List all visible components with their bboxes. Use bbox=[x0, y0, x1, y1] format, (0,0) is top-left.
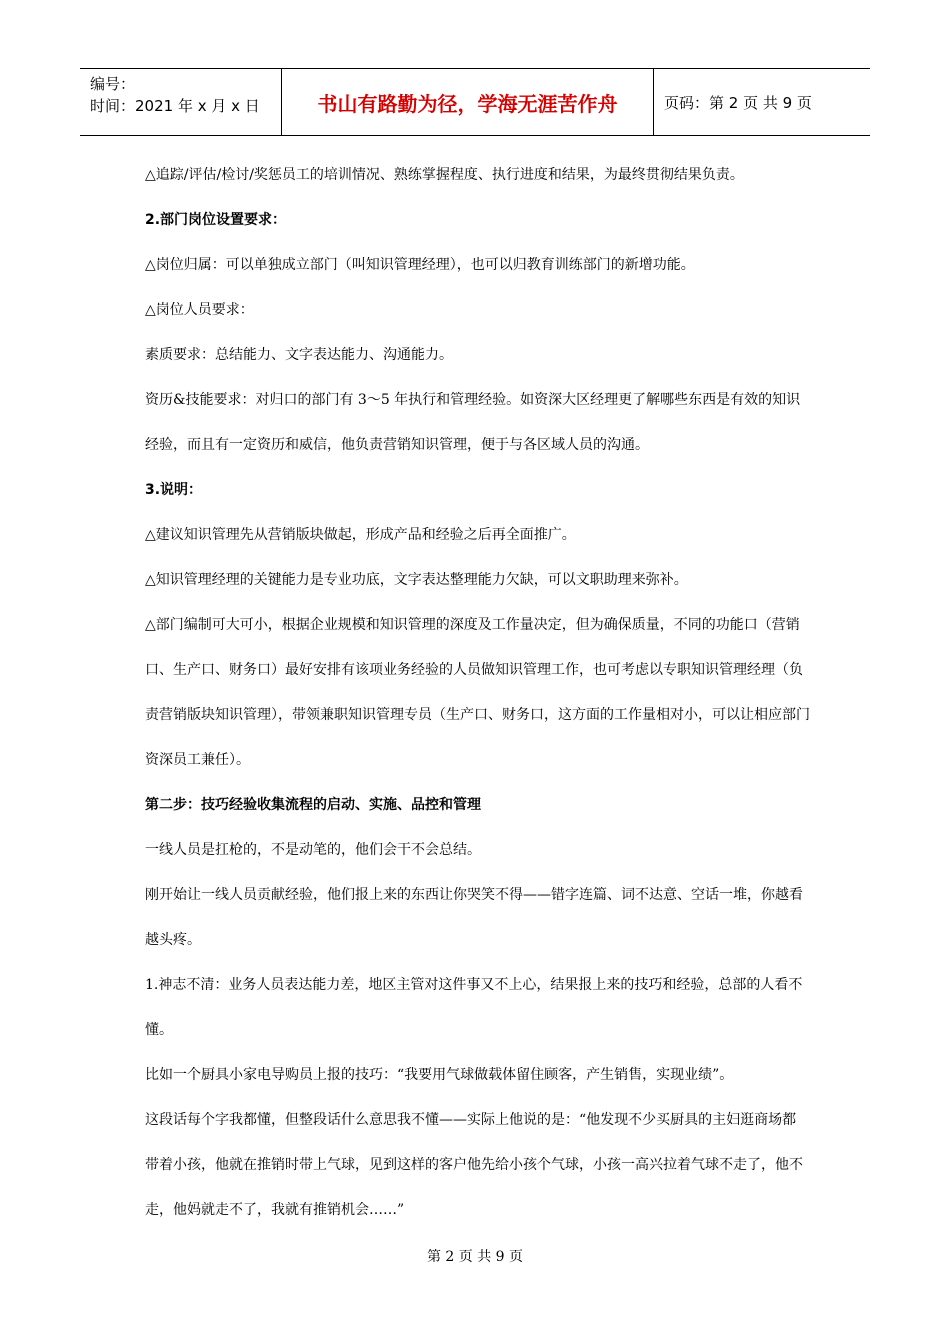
paragraph: △岗位人员要求： bbox=[145, 302, 254, 318]
section-heading: 2.部门岗位设置要求： bbox=[145, 212, 287, 228]
paragraph: △部门编制可大可小，根据企业规模和知识管理的深度及工作量决定，但为确保质量，不同的功能口（营销口、生产口、财务口）最好安排有该项业务经验的人员做知识管理工作，也可考虑以专职知识管理经理（负责营销版块知识管理），带领兼职知识管理专员（生产口、财务口，这方面的工作量相对小，可以让相应部门资深员工兼任）。 bbox=[145, 617, 810, 768]
paragraph: 刚开始让一线人员贡献经验，他们报上来的东西让你哭笑不得——错字连篇、词不达意、空话一堆，你越看越头疼。 bbox=[145, 887, 803, 948]
paragraph: 这段话每个字我都懂，但整段话什么意思我不懂——实际上他说的是：“他发现不少买厨具的主妇逛商场都带着小孩，他就在推销时带上气球，见到这样的客户他先给小孩个气球，小孩一高兴拉着气球不走了，他不走，他妈就走不了，我就有推销机会……” bbox=[145, 1112, 803, 1218]
paragraph: 1.神志不清：业务人员表达能力差，地区主管对这件事又不上心，结果报上来的技巧和经验，总部的人看不懂。 bbox=[145, 977, 803, 1038]
header-motto: 书山有路勤为径，学海无涯苦作舟 bbox=[317, 91, 618, 116]
paragraph: △知识管理经理的关键能力是专业功底，文字表达整理能力欠缺，可以文职助理来弥补。 bbox=[145, 572, 688, 588]
section-heading: 3.说明： bbox=[145, 482, 203, 498]
page-footer: 第 2 页 共 9 页 bbox=[426, 1249, 524, 1265]
header-page-info: 页码：第 2 页 共 9 页 bbox=[664, 93, 812, 112]
paragraph: △追踪/评估/检讨/奖惩员工的培训情况、熟练掌握程度、执行进度和结果，为最终贯彻结果负责。 bbox=[145, 167, 744, 183]
document-body bbox=[145, 153, 810, 1233]
paragraph: 一线人员是扛枪的，不是动笔的，他们会干不会总结。 bbox=[145, 842, 481, 858]
paragraph: △建议知识管理先从营销版块做起，形成产品和经验之后再全面推广。 bbox=[145, 527, 576, 543]
paragraph: 素质要求：总结能力、文字表达能力、沟通能力。 bbox=[145, 347, 453, 363]
paragraph: 资历&技能要求：对归口的部门有 3～5 年执行和管理经验。如资深大区经理更了解哪些东西是有效的知识经验，而且有一定资历和威信，他负责营销知识管理，便于与各区域人员的沟通。 bbox=[145, 392, 801, 453]
header-motto-cell bbox=[282, 69, 654, 135]
header-meta bbox=[80, 69, 282, 135]
paragraph: 比如一个厨具小家电导购员上报的技巧：“我要用气球做载体留住顾客，产生销售，实现业绩”。 bbox=[145, 1067, 734, 1083]
doc-number-label: 编号： bbox=[90, 75, 136, 93]
doc-time-label: 时间：2021 年 x 月 x 日 bbox=[90, 97, 260, 115]
paragraph: △岗位归属：可以单独成立部门（叫知识管理经理），也可以归教育训练部门的新增功能。 bbox=[145, 257, 695, 273]
section-heading: 第二步：技巧经验收集流程的启动、实施、品控和管理 bbox=[145, 797, 481, 813]
page-header bbox=[80, 68, 870, 136]
